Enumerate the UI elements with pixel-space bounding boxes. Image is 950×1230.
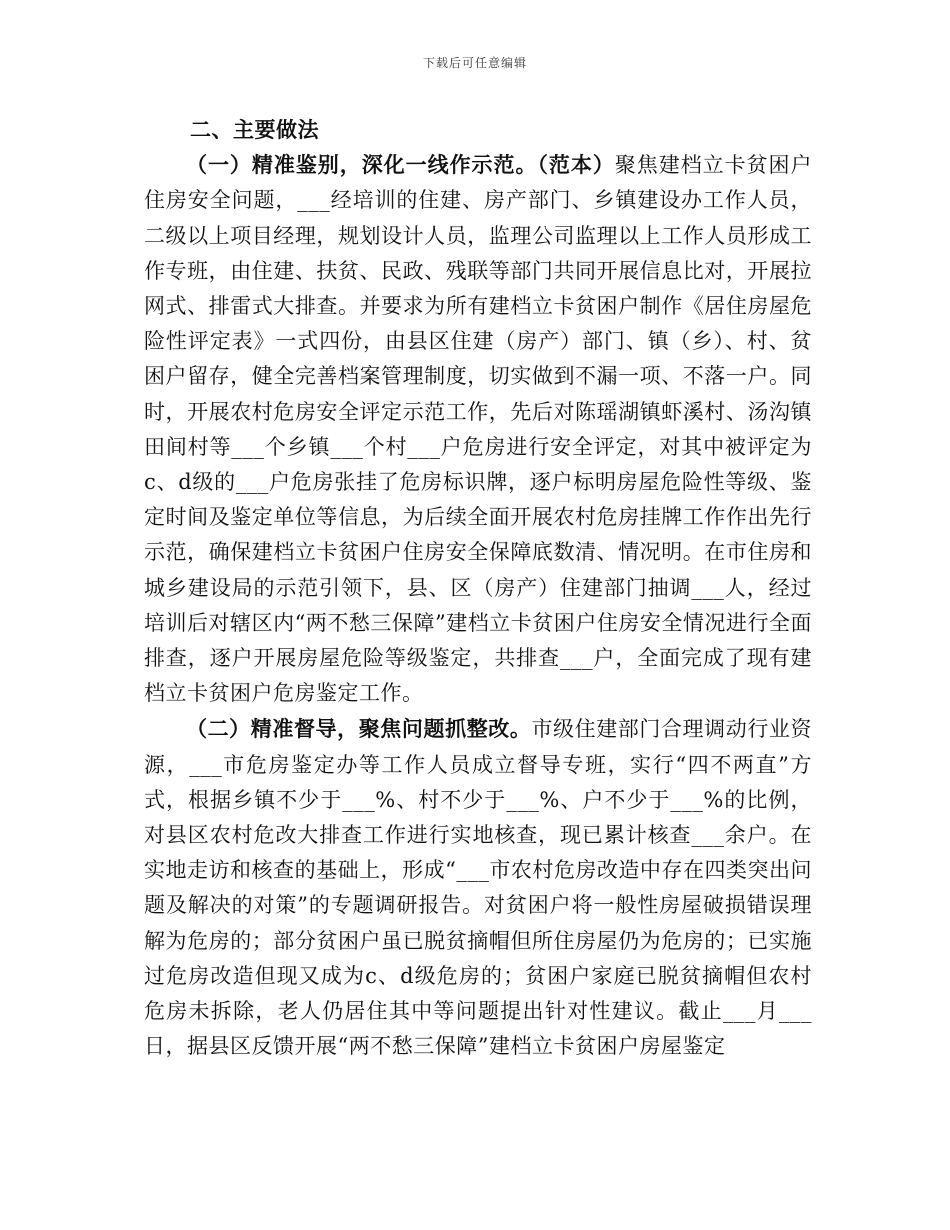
paragraph-2-body: 市级住建部门合理调动行业资源，___市危房鉴定办等工作人员成立督导专班，实行“四不两直”方式，根据乡镇不少于___%、村不少于___%、户不少于___%的比例，对县区农村危改大排查工作进行实地核查，现已累计核查___余户。在实地走访和核查的基础上，形成“___市农村危房改造中存在四类突出问题及解决的对策”的专题调研报告。对贫困户将一般性房屋破损错误理解为危房的；部分贫困户虽已脱贫摘帽但所住房屋仍为危房的；已实施过危房改造但现又成为c、d级危房的；贫困户家庭已脱贫摘帽但农村危房未拆除，老人仍居住其中等问题提出针对性建议。截止___月___日，据县区反馈开展“两不愁三保障”建档立卡贫困户房屋鉴定 (144, 717, 813, 1059)
paragraph-1 (144, 147, 812, 711)
section-heading: 二、主要做法 (190, 117, 319, 142)
paragraph-1-body: 聚焦建档立卡贫困户住房安全问题，___经培训的住建、房产部门、乡镇建设办工作人员，二级以上项目经理，规划设计人员，监理公司监理以上工作人员形成工作专班，由住建、扶贫、民政、残联等部门共同开展信息比对，开展拉网式、排雷式大排查。并要求为所有建档立卡贫困户制作《居住房屋危险性评定表》一式四份，由县区住建（房产）部门、镇（乡）、村、贫困户留存，健全完善档案管理制度，切实做到不漏一项、不落一户。同时，开展农村危房安全评定示范工作，先后对陈瑶湖镇虾溪村、汤沟镇田间村等___个乡镇___个村___户危房进行安全评定，对其中被评定为c、d级的___户危房张挂了危房标识牌，逐户标明房屋危险性等级、鉴定时间及鉴定单位等信息，为后续全面开展农村危房挂牌工作作出先行示范，确保建档立卡贫困户住房安全保障底数清、情况明。在市住房和城乡建设局的示范引领下，县、区（房产）住建部门抽调___人，经过培训后对辖区内“两不愁三保障”建档立卡贫困户住房安全情况进行全面排查，逐户开展房屋危险等级鉴定，共排查___户，全面完成了现有建档立卡贫困户危房鉴定工作。 (144, 153, 813, 706)
page-header: 下载后可任意编辑 (422, 56, 527, 70)
paragraph-2-title: （二）精准督导，聚焦问题抓整改。 (186, 716, 532, 742)
paragraph-1-title: （一）精准鉴别，深化一线作示范。（范本） (186, 152, 615, 178)
paragraph-2 (144, 711, 812, 1064)
document-body (144, 112, 812, 1064)
